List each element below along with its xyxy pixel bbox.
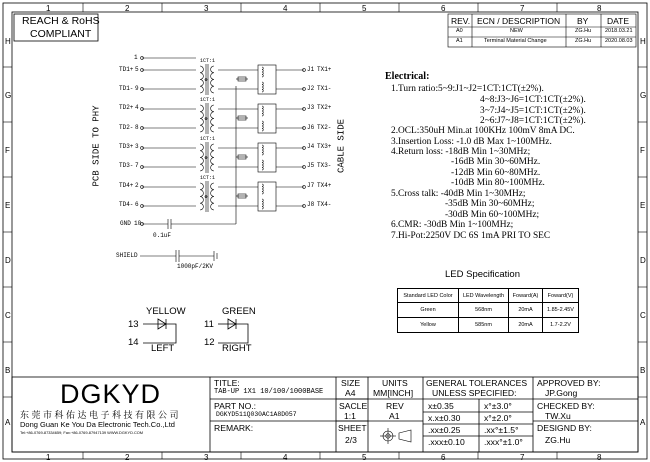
rev-row-1-desc: Terminal Material Change [484,38,547,44]
right-pin-j1: J1 [307,66,315,73]
rev-row-0-date: 2018.03.21 [605,28,633,34]
cap-label: 0.1uF [153,232,172,239]
rev-row-0-desc: NEW [510,28,523,34]
right-pin-tx3m: TX3- [317,162,332,169]
pin-name-td1m: TD1- [119,85,134,92]
checked-label: CHECKED BY: [537,401,595,411]
part-no-value: DGKYD511Q030AC1A8D057 [216,411,297,418]
approved-value: JP.Gong [545,388,578,398]
led-spec-cell: 1.85-2.45V [543,303,579,318]
title-value: TAB-UP 1X1 10/100/1000BASE [214,388,324,396]
tolerance-linear-3: .xx±0.25 [428,425,461,435]
right-pin-tx2m: TX2- [317,124,332,131]
pin-num-4: 4 [135,104,139,111]
zone-col-bottom-6: 6 [441,453,446,462]
compliance-line-2: COMPLIANT [30,28,92,40]
right-pin-tx3p: TX3+ [317,143,332,150]
rev-header-rev: REV. [451,16,471,26]
electrical-line-13: -30dB Min 60~100MHz; [445,210,540,220]
ratio-label-2: 1CT:1 [200,97,216,103]
zone-col-top-2: 2 [125,4,130,13]
led-spec-cell: 568nm [459,303,509,318]
company-logo: DGKYD [60,379,162,409]
company-name-en: Dong Guan Ke You Da Electronic Tech.Co.,Ltd [20,420,175,429]
green-led-pin-a: 11 [204,319,214,330]
rev-header-date: DATE [607,16,630,26]
tolerances-title-2: UNLESS SPECIFIED: [432,388,517,398]
ratio-label-4: 1CT:1 [200,175,216,181]
rev-label: REV [386,401,404,411]
tolerance-angle-3: .xx°±1.5° [484,425,519,435]
electrical-line-9: -12dB Min 60~80MHz. [451,168,541,178]
led-spec-cell: 1.7-2.2V [543,318,579,333]
scale-label: SACLE [339,401,368,411]
zone-row-right-F: F [640,146,645,155]
tolerance-linear-1: x±0.35 [428,401,454,411]
rev-row-0-by: ZG.Hu [575,28,592,34]
rev-row-1-rev: A1 [456,38,463,44]
electrical-line-8: -16dB Min 30~60MHz. [451,157,541,167]
green-led-label: GREEN [222,306,256,317]
yellow-led-side: LEFT [151,343,175,354]
company-contact: Tel:+86-0769-87334659; Fax:+86-0769-87947139 WWW.DGKYD.COM [20,430,144,435]
pin-num-3: 3 [135,143,139,150]
right-pin-tx4m: TX4- [317,201,332,208]
approved-label: APPROVED BY: [537,378,601,388]
electrical-line-6: 3.Insertion Loss: -1.0 dB Max 1~100MHz. [391,137,552,147]
size-value: A4 [345,388,356,398]
rev-header-desc: ECN / DESCRIPTION [477,16,561,26]
remark-label: REMARK: [214,423,254,433]
designed-label: DESIGND BY: [537,423,592,433]
shield-cap-label: 1000pF/2KV [177,263,214,270]
right-pin-tx2p: TX2+ [317,104,332,111]
pin-name-td4p: TD4+ [119,182,134,189]
pin-num-7: 7 [135,162,139,169]
zone-row-right-D: D [640,256,646,265]
tolerance-linear-2: x.x±0.30 [428,413,461,423]
zone-col-top-3: 3 [204,4,209,13]
tolerance-angle-1: x°±3.0° [484,401,512,411]
zone-col-bottom-4: 4 [283,453,288,462]
right-pin-j7: J7 [307,182,315,189]
pin-name-td3m: TD3- [119,162,134,169]
zone-row-left-A: A [5,418,11,427]
rev-row-1-by: ZG.Hu [575,38,592,44]
zone-col-bottom-2: 2 [125,453,130,462]
yellow-led-pin-a: 13 [128,319,139,330]
pin-num-10: 10 [134,220,142,227]
zone-row-left-H: H [5,37,11,46]
pin-name-gnd: GND [120,220,131,227]
electrical-line-1: 1.Turn ratio:5~9:J1~J2=1CT:1CT(±2%). [391,84,544,94]
led-spec-title: LED Specification [445,269,520,280]
zone-row-right-H: H [640,37,646,46]
electrical-line-7: 4.Return loss: -18dB Min 1~30MHz; [391,147,531,157]
ratio-label-1: 1CT:1 [200,58,216,64]
led-spec-cell: 20mA [509,318,543,333]
zone-row-left-C: C [5,311,11,320]
zone-col-bottom-7: 7 [520,453,525,462]
pin-num-6: 6 [135,201,139,208]
rev-header-by: BY [577,16,589,26]
electrical-line-15: 7.Hi-Pot:2250V DC 6S 1mA PRI TO SEC [391,231,551,241]
zone-row-left-D: D [5,256,11,265]
pcb-side-label: PCB SIDE TO PHY [91,105,102,187]
led-spec-header-cell: Foward(A) [509,289,543,303]
electrical-line-10: -10dB Min 80~100MHz. [451,178,545,188]
pin-num-9: 9 [135,85,139,92]
zone-col-bottom-8: 8 [597,453,602,462]
electrical-line-12: -35dB Min 30~60MHz; [445,199,535,209]
units-value: MM[INCH] [373,388,414,398]
zone-col-bottom-1: 1 [46,453,51,462]
zone-row-right-A: A [640,418,646,427]
right-pin-j2: J2 [307,85,315,92]
right-pin-j6: J6 [307,124,315,131]
led-spec-header-cell: LED Wavelength [459,289,509,303]
zone-col-top-6: 6 [441,4,446,13]
zone-col-top-7: 7 [520,4,525,13]
zone-row-left-F: F [5,146,10,155]
electrical-title: Electrical: [385,71,430,82]
rev-value: A1 [389,411,400,421]
tolerance-linear-4: .xxx±0.10 [428,437,465,447]
units-label: UNITS [382,378,408,388]
zone-row-left-G: G [5,91,12,100]
pin-name-td2m: TD2- [119,124,134,131]
compliance-line-1: REACH & RoHS [22,15,100,27]
zone-col-top-5: 5 [362,4,367,13]
title-label: TITLE: [214,378,240,388]
cable-side-label: CABLE SIDE [336,118,347,174]
size-label: SIZE [341,378,361,388]
right-pin-j3: J3 [307,104,315,111]
tolerance-angle-2: x°±2.0° [484,413,512,423]
right-pin-j5: J5 [307,162,315,169]
zone-col-top-1: 1 [46,4,51,13]
zone-col-top-8: 8 [597,4,602,13]
pin-num-5: 5 [135,66,139,73]
pin-num-2: 2 [135,182,139,189]
zone-row-right-C: C [640,311,646,320]
tolerances-title-1: GENERAL TOLERANCES [426,378,528,388]
shield-label: SHIELD [116,252,138,259]
zone-col-top-4: 4 [283,4,288,13]
electrical-line-11: 5.Cross talk: -40dB Min 1~30MHz; [391,189,526,199]
checked-value: TW.Xu [545,411,571,421]
zone-col-bottom-3: 3 [204,453,209,462]
zone-row-right-B: B [640,366,646,375]
right-pin-j4: J4 [307,143,315,150]
pin-label-top: 1 [134,54,138,61]
zone-row-left-B: B [5,366,11,375]
yellow-led-pin-b: 14 [128,337,139,348]
right-pin-tx1m: TX1- [317,85,332,92]
led-spec-cell: Green [398,303,459,318]
led-spec-header-cell: Foward(V) [543,289,579,303]
electrical-line-14: 6.CMR: -30dB Min 1~100MHz; [391,220,514,230]
electrical-line-3: 3~7:J4~J5=1CT:1CT(±2%). [480,106,586,116]
led-spec-cell: 585nm [459,318,509,333]
designed-value: ZG.Hu [545,435,571,445]
yellow-led-label: YELLOW [146,306,186,317]
right-pin-tx4p: TX4+ [317,182,332,189]
electrical-line-5: 2.OCL:350uH Min.at 100KHz 100mV 8mA DC. [391,126,575,136]
zone-row-right-E: E [640,201,646,210]
pin-name-td1p: TD1+ [119,66,134,73]
pin-name-td2p: TD2+ [119,104,134,111]
right-pin-j8: J8 [307,201,315,208]
right-pin-tx1p: TX1+ [317,66,332,73]
electrical-line-2: 4~8:J3~J6=1CT:1CT(±2%). [480,95,586,105]
zone-row-right-G: G [640,91,647,100]
pin-name-td3p: TD3+ [119,143,134,150]
company-name-cn: 东 莞 市 科 佑 达 电 子 科 技 有 限 公 司 [20,410,179,420]
rev-row-0-rev: A0 [456,28,463,34]
sheet-value: 2/3 [345,435,357,445]
led-spec-header-cell: Standard LED Color [398,289,459,303]
ratio-label-3: 1CT:1 [200,136,216,142]
tolerance-angle-4: .xxx°±1.0° [484,437,523,447]
led-spec-cell: Yellow [398,318,459,333]
led-spec-cell: 20mA [509,303,543,318]
scale-value: 1:1 [344,411,356,421]
zone-row-left-E: E [5,201,11,210]
green-led-side: RIGHT [222,343,252,354]
pin-num-8: 8 [135,124,139,131]
green-led-pin-b: 12 [204,337,215,348]
rev-row-1-date: 2020.08.03 [605,38,633,44]
zone-col-bottom-5: 5 [362,453,367,462]
pin-name-td4m: TD4- [119,201,134,208]
electrical-line-4: 2~6:J7~J8=1CT:1CT(±2%). [480,116,586,126]
sheet-label: SHEET [338,423,367,433]
part-no-label: PART NO.: [214,401,257,411]
